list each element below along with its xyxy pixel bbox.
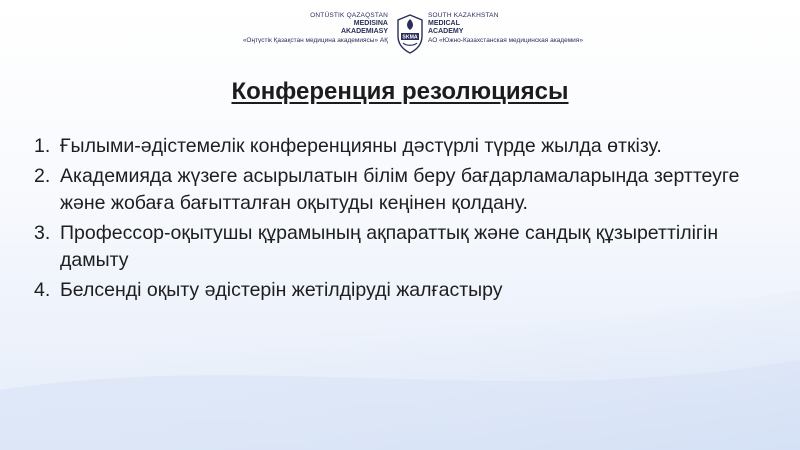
list-item-text: Ғылыми-әдістемелік конференцияны дәстүрлі түрде жылда өткізу. <box>60 135 662 157</box>
list-item <box>34 163 774 217</box>
list-item-text: Белсенді оқыту әдістерін жетілдіруді жалғастыру <box>60 279 503 301</box>
list-item-number: 2. <box>34 165 51 187</box>
list-item-text: Академияда жүзеге асырылатын білім беру бағдарламаларында зерттеуге және жобаға бағытталған оқытуды кеңінен қолдану. <box>60 165 740 214</box>
logo-left-org: «Оңтүстік Қазақстан медицина академиясы» АҚ <box>242 37 388 44</box>
list-item-number: 1. <box>34 135 51 157</box>
page-title: Конференция резолюциясы <box>231 78 569 105</box>
emblem-text: SKMA <box>402 34 418 41</box>
list-item-text: Профессор-оқытушы құрамының ақпараттық және сандық құзыреттілігін дамыту <box>60 222 719 271</box>
list-item <box>34 220 774 274</box>
list-item <box>34 277 774 304</box>
list-item-number: 3. <box>34 222 51 244</box>
logo-right-line1: SOUTH KAZAKHSTAN <box>428 12 499 19</box>
list-item <box>34 133 774 160</box>
resolution-list <box>34 133 774 307</box>
logo-left-line1: ONTÜSTIK QAZAQSTAN <box>310 12 388 19</box>
logo-left-line2: MEDISINA <box>353 20 388 27</box>
list-item-number: 4. <box>34 279 51 301</box>
logo-left-text <box>243 12 388 45</box>
logo-right-text <box>428 12 583 45</box>
logo-right-line2: MEDICAL <box>428 20 460 27</box>
logo-right-line3: ACADEMY <box>428 28 464 35</box>
academy-emblem-icon <box>395 14 425 54</box>
logo-right-org: АО «Южно-Казахстанская медицинская академия» <box>428 37 583 44</box>
academy-logo <box>0 10 800 66</box>
logo-left-line3: AKADEMIASY <box>340 28 388 35</box>
